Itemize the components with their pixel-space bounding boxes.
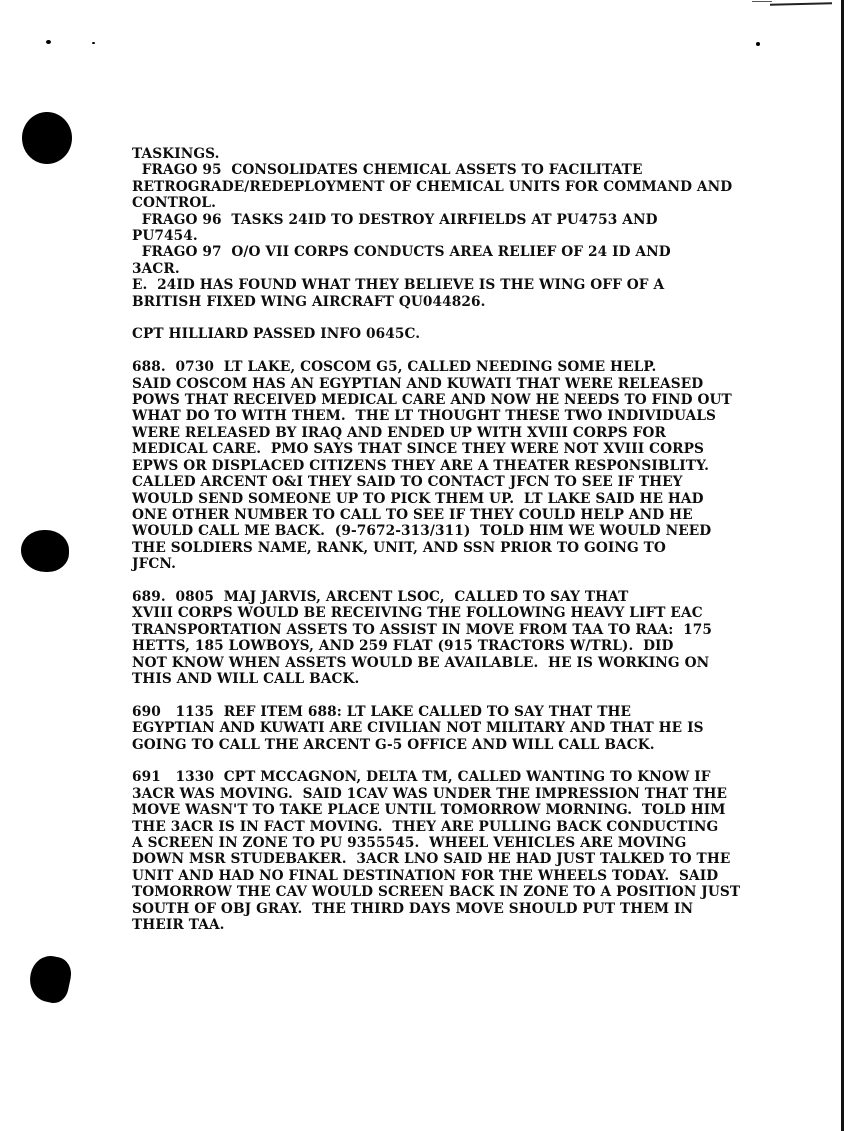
scan-speck <box>756 42 760 46</box>
text-line: FRAGO 95 CONSOLIDATES CHEMICAL ASSETS TO FACILITATE <box>132 162 643 179</box>
text-line: PU7454. <box>132 228 198 245</box>
text-line: SAID COSCOM HAS AN EGYPTIAN AND KUWATI THAT WERE RELEASED <box>132 375 704 392</box>
text-line: SOUTH OF OBJ GRAY. THE THIRD DAYS MOVE SHOULD PUT THEM IN <box>132 900 694 917</box>
punch-hole-top <box>22 112 72 164</box>
text-line: WERE RELEASED BY IRAQ AND ENDED UP WITH XVIII CORPS FOR <box>132 424 666 441</box>
text-line: THEIR TAA. <box>132 917 225 934</box>
text-line: RETROGRADE/REDEPLOYMENT OF CHEMICAL UNITS FOR COMMAND AND <box>132 178 733 195</box>
text-line: WOULD SEND SOMEONE UP TO PICK THEM UP. LT LAKE SAID HE HAD <box>132 490 704 507</box>
text-line: THE 3ACR IS IN FACT MOVING. THEY ARE PULLING BACK CONDUCTING <box>132 818 719 835</box>
text-line: TRANSPORTATION ASSETS TO ASSIST IN MOVE FROM TAA TO RAA: 175 <box>132 621 713 638</box>
taskings-block <box>132 146 772 310</box>
text-line: FRAGO 96 TASKS 24ID TO DESTROY AIRFIELDS AT PU4753 AND <box>132 211 658 228</box>
text-line: 688. 0730 LT LAKE, COSCOM G5, CALLED NEEDING SOME HELP. <box>132 359 657 376</box>
text-line: THIS AND WILL CALL BACK. <box>132 670 360 687</box>
scan-mark <box>770 2 832 6</box>
text-line: POWS THAT RECEIVED MEDICAL CARE AND NOW HE NEEDS TO FIND OUT <box>132 392 732 409</box>
text-line: BRITISH FIXED WING AIRCRAFT QU044826. <box>132 293 486 310</box>
text-line: THE SOLDIERS NAME, RANK, UNIT, AND SSN PRIOR TO GOING TO <box>132 539 666 556</box>
text-line: A SCREEN IN ZONE TO PU 9355545. WHEEL VEHICLES ARE MOVING <box>132 834 687 851</box>
punch-hole-bottom <box>26 952 75 1005</box>
text-line: UNIT AND HAD NO FINAL DESTINATION FOR THE WHEELS TODAY. SAID <box>132 867 719 884</box>
text-line: WHAT DO TO WITH THEM. THE LT THOUGHT THESE TWO INDIVIDUALS <box>132 408 717 425</box>
text-line: XVIII CORPS WOULD BE RECEIVING THE FOLLOWING HEAVY LIFT EAC <box>132 605 703 622</box>
text-line: HETTS, 185 LOWBOYS, AND 259 FLAT (915 TRACTORS W/TRL). DID <box>132 638 674 655</box>
log-entry-690 <box>132 704 772 753</box>
text-line: GOING TO CALL THE ARCENT G-5 OFFICE AND WILL CALL BACK. <box>132 736 655 753</box>
text-line: CONTROL. <box>132 195 217 212</box>
text-line: ONE OTHER NUMBER TO CALL TO SEE IF THEY COULD HELP AND HE <box>132 506 693 523</box>
text-line: DOWN MSR STUDEBAKER. 3ACR LNO SAID HE HAD JUST TALKED TO THE <box>132 851 731 868</box>
text-line: 3ACR WAS MOVING. SAID 1CAV WAS UNDER THE IMPRESSION THAT THE <box>132 785 728 802</box>
text-line: TASKINGS. <box>132 146 220 162</box>
text-line: CALLED ARCENT O&I THEY SAID TO CONTACT JFCN TO SEE IF THEY <box>132 474 683 491</box>
text-line: E. 24ID HAS FOUND WHAT THEY BELIEVE IS THE WING OFF OF A <box>132 277 665 294</box>
text-line: 3ACR. <box>132 260 180 277</box>
log-entry-689 <box>132 589 772 687</box>
scan-speck <box>92 42 95 44</box>
document-body <box>132 146 772 933</box>
text-line: MEDICAL CARE. PMO SAYS THAT SINCE THEY WERE NOT XVIII CORPS <box>132 441 705 458</box>
text-line: WOULD CALL ME BACK. (9-7672-313/311) TOLD HIM WE WOULD NEED <box>132 523 712 540</box>
text-line: 689. 0805 MAJ JARVIS, ARCENT LSOC, CALLED TO SAY THAT <box>132 588 629 605</box>
scan-speck <box>46 40 51 44</box>
passed-info-line: CPT HILLIARD PASSED INFO 0645C. <box>132 326 421 343</box>
scan-edge <box>841 0 844 1131</box>
scan-mark <box>752 1 772 2</box>
text-line: 690 1135 REF ITEM 688: LT LAKE CALLED TO SAY THAT THE <box>132 703 632 720</box>
text-line: JFCN. <box>132 556 176 573</box>
text-line: EPWS OR DISPLACED CITIZENS THEY ARE A THEATER RESPONSIBLITY. <box>132 457 710 474</box>
text-line: FRAGO 97 O/O VII CORPS CONDUCTS AREA RELIEF OF 24 ID AND <box>132 244 671 261</box>
log-entry-688 <box>132 359 772 572</box>
text-line: TOMORROW THE CAV WOULD SCREEN BACK IN ZONE TO A POSITION JUST <box>132 884 741 901</box>
punch-hole-middle <box>21 530 69 572</box>
text-line: NOT KNOW WHEN ASSETS WOULD BE AVAILABLE. HE IS WORKING ON <box>132 654 710 671</box>
text-line: MOVE WASN'T TO TAKE PLACE UNTIL TOMORROW MORNING. TOLD HIM <box>132 802 726 819</box>
text-line: EGYPTIAN AND KUWATI ARE CIVILIAN NOT MILITARY AND THAT HE IS <box>132 720 704 737</box>
text-line: 691 1330 CPT MCCAGNON, DELTA TM, CALLED WANTING TO KNOW IF <box>132 769 711 786</box>
log-entry-691 <box>132 769 772 933</box>
